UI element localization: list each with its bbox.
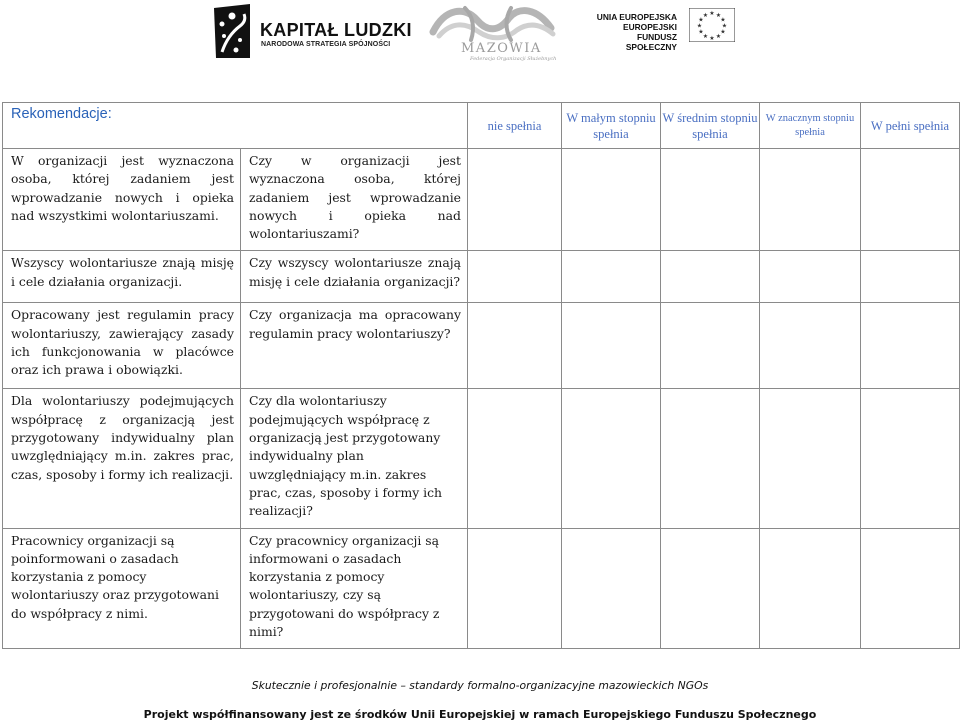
rating-cell-w-znacznym-stopniu[interactable] [760,389,861,528]
table-row [3,389,960,528]
rating-cell-w-malym-stopniu[interactable] [562,149,661,251]
recommendation-cell: W organizacji jest wyznaczona osoba, której zadaniem jest wprowadzanie nowych i opieka nad wszystkimi wolontariuszami. [3,149,241,251]
rating-cell-w-pelni[interactable] [861,528,960,649]
column-header-w-srednim-stopniu: W średnim stopniu spełnia [661,103,760,149]
table-header-row [3,103,960,149]
rating-cell-w-znacznym-stopniu[interactable] [760,303,861,389]
svg-text:★: ★ [720,16,726,24]
ue-line-3: FUNDUSZ SPOŁECZNY [625,32,677,52]
svg-text:★: ★ [709,35,715,42]
rating-cell-w-malym-stopniu[interactable] [562,251,661,303]
table-title: Rekomendacje: [3,103,468,149]
rating-cell-w-znacznym-stopniu[interactable] [760,149,861,251]
svg-text:★: ★ [698,16,704,24]
question-cell: Czy organizacja ma opracowany regulamin pracy wolontariuszy? [241,303,468,389]
unia-europejska-logo [592,8,742,52]
rating-cell-w-znacznym-stopniu[interactable] [760,528,861,649]
ue-line-2: EUROPEJSKI [623,22,677,32]
rating-cell-w-pelni[interactable] [861,303,960,389]
svg-text:★: ★ [698,28,704,36]
column-header-w-znacznym-stopniu: W znacznym stopniu spełnia [760,103,861,149]
svg-text:★: ★ [715,12,722,19]
svg-text:★: ★ [702,12,709,19]
svg-text:★: ★ [702,33,709,40]
svg-text:★: ★ [720,28,726,36]
rating-cell-w-malym-stopniu[interactable] [562,389,661,528]
rating-cell-w-srednim-stopniu[interactable] [661,149,760,251]
table-row [3,149,960,251]
svg-text:★: ★ [721,22,728,30]
question-cell: Czy wszyscy wolontariusze znają misję i cele działania organizacji? [241,251,468,303]
recommendation-cell: Pracownicy organizacji są poinformowani o zasadach korzystania z pomocy wolontariuszy oraz przygotowani do współpracy z nimi. [3,528,241,649]
table-row [3,528,960,649]
rating-cell-w-srednim-stopniu[interactable] [661,389,760,528]
rating-cell-w-srednim-stopniu[interactable] [661,303,760,389]
recommendations-table [2,102,960,649]
mazowia-logo [425,2,560,64]
footer-tagline: Skutecznie i profesjonalnie – standardy formalno-organizacyjne mazowieckich NGOs [251,679,709,692]
rating-cell-nie-spelnia[interactable] [468,528,562,649]
table-row [3,303,960,389]
recommendations-table-wrap [2,102,960,649]
svg-text:★: ★ [715,33,722,40]
table-row [3,251,960,303]
rating-cell-w-znacznym-stopniu[interactable] [760,251,861,303]
rating-cell-w-malym-stopniu[interactable] [562,303,661,389]
rating-cell-w-pelni[interactable] [861,389,960,528]
svg-text:★: ★ [709,10,715,17]
rating-cell-w-pelni[interactable] [861,251,960,303]
ue-line-1: UNIA EUROPEJSKA [596,12,677,22]
question-cell: Czy dla wolontariuszy podejmujących współpracę z organizacją jest przygotowany indywidualny plan uwzględniający m.in. zakres prac, czas, sposoby i formy ich realizacji? [241,389,468,528]
rating-cell-w-malym-stopniu[interactable] [562,528,661,649]
kapital-ludzki-title: KAPITAŁ LUDZKI [260,20,412,40]
header-logos [0,0,960,70]
column-header-w-pelni: W pełni spełnia [861,103,960,149]
kapital-ludzki-logo [210,2,412,60]
recommendation-cell: Wszyscy wolontariusze znają misję i cele działania organizacji. [3,251,241,303]
question-cell: Czy w organizacji jest wyznaczona osoba, której zadaniem jest wprowadzanie nowych i opieka nad wolontariuszami? [241,149,468,251]
column-header-nie-spelnia: nie spełnia [468,103,562,149]
recommendation-cell: Dla wolontariuszy podejmujących współpracę z organizacją jest przygotowany indywidualny plan uwzględniający m.in. zakres prac, czas, sposoby i formy ich realizacji. [3,389,241,528]
mazowia-knot-icon [425,2,560,44]
rating-cell-nie-spelnia[interactable] [468,149,562,251]
rating-cell-nie-spelnia[interactable] [468,389,562,528]
kapital-ludzki-subtitle: NARODOWA STRATEGIA SPÓJNOŚCI [261,41,391,48]
kapital-ludzki-mark-icon [210,2,254,60]
rating-cell-nie-spelnia[interactable] [468,251,562,303]
rating-cell-w-srednim-stopniu[interactable] [661,251,760,303]
rating-cell-w-pelni[interactable] [861,149,960,251]
recommendation-cell: Opracowany jest regulamin pracy wolontariuszy, zawierający zasady ich funkcjonowania w placówce oraz ich prawa i obowiązki. [3,303,241,389]
rating-cell-w-srednim-stopniu[interactable] [661,528,760,649]
mazowia-title: MAZOWIA [461,41,542,56]
footer-funding-note: Projekt współfinansowany jest ze środków Unii Europejskiej w ramach Europejskiego Funduszu Społecznego [143,708,817,721]
eu-flag-icon [689,8,735,42]
svg-text:★: ★ [696,22,703,30]
column-header-w-malym-stopniu: W małym stopniu spełnia [562,103,661,149]
unia-europejska-text [592,12,677,52]
rating-cell-nie-spelnia[interactable] [468,303,562,389]
question-cell: Czy pracownicy organizacji są informowani o zasadach korzystania z pomocy wolontariuszy, czy są przygotowani do współpracy z nimi? [241,528,468,649]
mazowia-subtitle: Federacja Organizacji Służebnych [470,56,557,62]
